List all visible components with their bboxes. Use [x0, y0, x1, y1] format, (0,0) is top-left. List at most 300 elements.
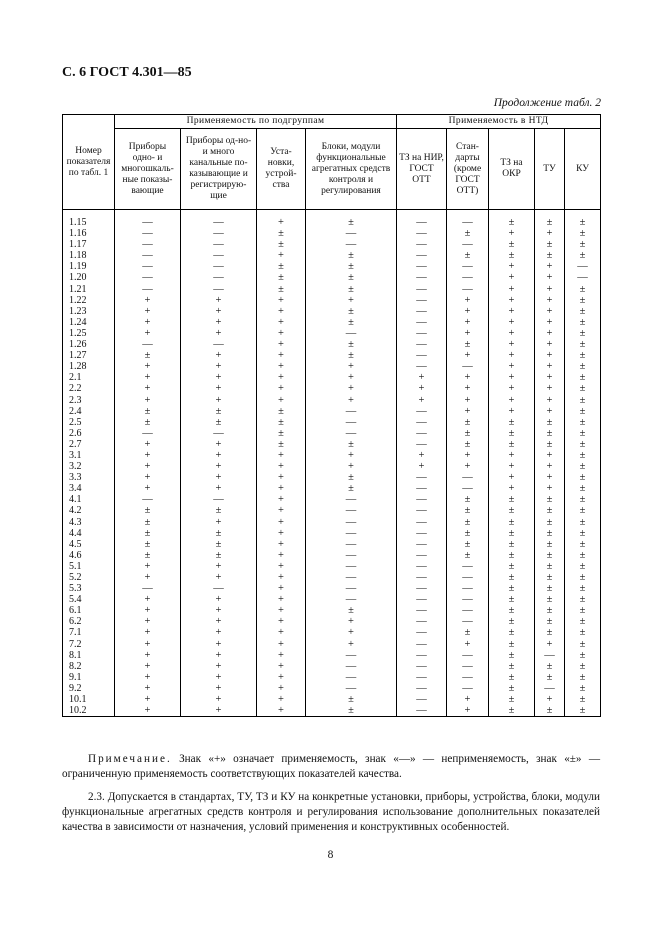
- applicability-cell: +: [257, 395, 306, 406]
- applicability-cell: +: [257, 561, 306, 572]
- applicability-cell: ±: [565, 483, 601, 494]
- applicability-cell: ±: [565, 661, 601, 672]
- applicability-cell: +: [535, 295, 565, 306]
- applicability-cell: +: [535, 361, 565, 372]
- applicability-cell: ±: [447, 428, 489, 439]
- applicability-cell: ±: [181, 528, 257, 539]
- applicability-cell: —: [397, 528, 447, 539]
- table-row: [63, 494, 601, 505]
- applicability-cell: +: [257, 210, 306, 229]
- applicability-cell: —: [397, 272, 447, 283]
- applicability-cell: +: [535, 306, 565, 317]
- applicability-cell: +: [181, 572, 257, 583]
- applicability-cell: —: [397, 428, 447, 439]
- table-row: [63, 694, 601, 705]
- applicability-cell: +: [257, 339, 306, 350]
- applicability-cell: ±: [306, 261, 397, 272]
- applicability-cell: ±: [535, 661, 565, 672]
- applicability-cell: —: [447, 672, 489, 683]
- applicability-cell: ±: [447, 250, 489, 261]
- applicability-cell: +: [257, 605, 306, 616]
- applicability-cell: +: [489, 228, 535, 239]
- applicability-cell: ±: [565, 705, 601, 717]
- applicability-cell: +: [535, 406, 565, 417]
- applicability-cell: ±: [565, 505, 601, 516]
- table-row: [63, 339, 601, 350]
- applicability-cell: ±: [535, 605, 565, 616]
- applicability-cell: —: [306, 517, 397, 528]
- row-number-cell: 4.6: [63, 550, 115, 561]
- table-row: [63, 572, 601, 583]
- applicability-cell: +: [447, 383, 489, 394]
- applicability-cell: —: [447, 661, 489, 672]
- page-number: 8: [327, 849, 334, 861]
- applicability-cell: +: [489, 372, 535, 383]
- applicability-cell: ±: [565, 605, 601, 616]
- applicability-cell: —: [447, 616, 489, 627]
- applicability-cell: +: [489, 306, 535, 317]
- col-header-tu: ТУ: [535, 129, 565, 210]
- row-number-cell: 10.2: [63, 705, 115, 717]
- row-number-cell: 4.4: [63, 528, 115, 539]
- applicability-cell: ±: [447, 550, 489, 561]
- applicability-cell: —: [397, 683, 447, 694]
- applicability-cell: +: [535, 450, 565, 461]
- applicability-cell: ±: [535, 616, 565, 627]
- applicability-cell: +: [306, 395, 397, 406]
- applicability-cell: +: [397, 383, 447, 394]
- applicability-cell: +: [115, 395, 181, 406]
- applicability-cell: +: [489, 361, 535, 372]
- table-row: [63, 306, 601, 317]
- row-number-cell: 3.1: [63, 450, 115, 461]
- table-row: [63, 683, 601, 694]
- table-row: [63, 250, 601, 261]
- table-row: [63, 472, 601, 483]
- row-number-cell: 5.2: [63, 572, 115, 583]
- applicability-cell: ±: [535, 210, 565, 229]
- applicability-cell: ±: [535, 550, 565, 561]
- applicability-cell: ±: [565, 616, 601, 627]
- applicability-cell: ±: [565, 284, 601, 295]
- applicability-cell: +: [115, 650, 181, 661]
- applicability-cell: —: [397, 250, 447, 261]
- table-row: [63, 350, 601, 361]
- applicability-cell: —: [306, 539, 397, 550]
- applicability-cell: +: [489, 483, 535, 494]
- applicability-cell: ±: [565, 339, 601, 350]
- applicability-cell: +: [181, 361, 257, 372]
- applicability-cell: —: [397, 550, 447, 561]
- applicability-cell: +: [181, 328, 257, 339]
- applicability-cell: ±: [535, 417, 565, 428]
- applicability-cell: +: [181, 594, 257, 605]
- applicability-cell: ±: [489, 539, 535, 550]
- applicability-cell: —: [115, 261, 181, 272]
- applicability-cell: +: [257, 505, 306, 516]
- applicability-cell: ±: [565, 228, 601, 239]
- applicability-cell: ±: [565, 472, 601, 483]
- applicability-cell: —: [565, 272, 601, 283]
- applicability-cell: +: [447, 328, 489, 339]
- applicability-cell: +: [257, 250, 306, 261]
- table-row: [63, 627, 601, 638]
- applicability-cell: +: [397, 372, 447, 383]
- applicability-cell: +: [257, 483, 306, 494]
- applicability-cell: +: [306, 295, 397, 306]
- applicability-cell: —: [115, 339, 181, 350]
- applicability-cell: —: [115, 250, 181, 261]
- applicability-cell: ±: [489, 250, 535, 261]
- applicability-cell: +: [257, 295, 306, 306]
- applicability-cell: ±: [565, 550, 601, 561]
- applicability-cell: ±: [565, 627, 601, 638]
- row-number-cell: 1.24: [63, 317, 115, 328]
- applicability-cell: ±: [489, 705, 535, 717]
- applicability-cell: ±: [489, 605, 535, 616]
- applicability-cell: +: [257, 705, 306, 717]
- applicability-cell: —: [397, 494, 447, 505]
- applicability-cell: +: [115, 461, 181, 472]
- table-row: [63, 439, 601, 450]
- row-number-cell: 8.1: [63, 650, 115, 661]
- applicability-cell: —: [447, 594, 489, 605]
- table-row: [63, 517, 601, 528]
- applicability-cell: —: [181, 583, 257, 594]
- applicability-cell: ±: [489, 694, 535, 705]
- applicability-cell: —: [115, 583, 181, 594]
- applicability-cell: +: [257, 550, 306, 561]
- applicability-cell: ±: [535, 705, 565, 717]
- row-number-cell: 3.4: [63, 483, 115, 494]
- applicability-cell: —: [306, 239, 397, 250]
- applicability-cell: +: [181, 627, 257, 638]
- applicability-cell: ±: [447, 505, 489, 516]
- applicability-cell: ±: [489, 517, 535, 528]
- applicability-cell: +: [447, 461, 489, 472]
- applicability-cell: +: [447, 295, 489, 306]
- note-text: Знак «+» означает применяемость, знак «—» — неприменяемость, знак «±» — ограниченную применяемость соответствующих показателей качества.: [62, 753, 601, 780]
- applicability-cell: +: [535, 328, 565, 339]
- applicability-cell: +: [397, 450, 447, 461]
- applicability-cell: ±: [489, 439, 535, 450]
- applicability-cell: —: [181, 228, 257, 239]
- group-header-ntd: Применяемость в НТД: [397, 115, 601, 129]
- applicability-cell: +: [115, 450, 181, 461]
- applicability-cell: +: [447, 705, 489, 717]
- applicability-cell: ±: [489, 639, 535, 650]
- applicability-cell: —: [397, 284, 447, 295]
- table-row: [63, 372, 601, 383]
- table-row: [63, 705, 601, 717]
- applicability-cell: ±: [489, 528, 535, 539]
- applicability-cell: —: [397, 317, 447, 328]
- applicability-cell: —: [397, 539, 447, 550]
- row-number-cell: 2.4: [63, 406, 115, 417]
- applicability-cell: —: [306, 428, 397, 439]
- applicability-cell: —: [306, 661, 397, 672]
- applicability-cell: —: [397, 583, 447, 594]
- applicability-cell: +: [115, 483, 181, 494]
- applicability-cell: +: [535, 228, 565, 239]
- applicability-cell: +: [115, 672, 181, 683]
- applicability-cell: +: [181, 661, 257, 672]
- table-row: [63, 594, 601, 605]
- applicability-cell: ±: [565, 361, 601, 372]
- applicability-cell: ±: [115, 350, 181, 361]
- applicability-cell: ±: [257, 439, 306, 450]
- applicability-cell: +: [181, 306, 257, 317]
- table-row: [63, 605, 601, 616]
- row-number-cell: 1.25: [63, 328, 115, 339]
- table-row: [63, 417, 601, 428]
- applicability-cell: ±: [535, 672, 565, 683]
- applicability-cell: —: [181, 428, 257, 439]
- applicability-cell: +: [447, 639, 489, 650]
- applicability-cell: —: [447, 483, 489, 494]
- table-row: [63, 672, 601, 683]
- applicability-cell: +: [181, 605, 257, 616]
- applicability-cell: ±: [181, 406, 257, 417]
- table-row: [63, 272, 601, 283]
- applicability-cell: +: [535, 261, 565, 272]
- applicability-cell: +: [181, 395, 257, 406]
- table-row: [63, 317, 601, 328]
- applicability-cell: ±: [535, 428, 565, 439]
- table-row: [63, 450, 601, 461]
- applicability-cell: +: [257, 683, 306, 694]
- applicability-cell: +: [489, 350, 535, 361]
- applicability-cell: ±: [257, 261, 306, 272]
- applicability-cell: —: [397, 350, 447, 361]
- applicability-cell: +: [306, 639, 397, 650]
- applicability-cell: +: [489, 261, 535, 272]
- applicability-cell: ±: [181, 505, 257, 516]
- table-row: [63, 561, 601, 572]
- applicability-cell: —: [447, 472, 489, 483]
- table-row: [63, 328, 601, 339]
- applicability-cell: +: [489, 450, 535, 461]
- applicability-cell: +: [397, 395, 447, 406]
- applicability-cell: ±: [565, 383, 601, 394]
- applicability-cell: +: [257, 672, 306, 683]
- applicability-cell: +: [115, 605, 181, 616]
- applicability-cell: +: [535, 383, 565, 394]
- applicability-cell: +: [535, 694, 565, 705]
- applicability-cell: +: [181, 650, 257, 661]
- applicability-cell: —: [115, 494, 181, 505]
- applicability-cell: ±: [447, 539, 489, 550]
- applicability-cell: —: [115, 210, 181, 229]
- applicability-cell: —: [181, 339, 257, 350]
- applicability-cell: —: [306, 417, 397, 428]
- row-number-cell: 7.2: [63, 639, 115, 650]
- applicability-cell: —: [447, 272, 489, 283]
- applicability-cell: —: [181, 239, 257, 250]
- row-number-cell: 7.1: [63, 627, 115, 638]
- applicability-cell: ±: [489, 550, 535, 561]
- applicability-cell: ±: [535, 239, 565, 250]
- applicability-cell: —: [397, 661, 447, 672]
- applicability-cell: —: [397, 239, 447, 250]
- applicability-cell: +: [257, 583, 306, 594]
- table-row: [63, 239, 601, 250]
- table-note: [62, 752, 600, 782]
- applicability-cell: ±: [565, 639, 601, 650]
- applicability-cell: +: [257, 694, 306, 705]
- applicability-cell: ±: [257, 284, 306, 295]
- applicability-cell: ±: [257, 406, 306, 417]
- row-number-cell: 5.1: [63, 561, 115, 572]
- applicability-cell: +: [535, 483, 565, 494]
- applicability-cell: +: [257, 494, 306, 505]
- applicability-cell: ±: [565, 317, 601, 328]
- applicability-cell: ±: [489, 583, 535, 594]
- table-row: [63, 583, 601, 594]
- table-body: [63, 210, 601, 717]
- row-number-cell: 6.1: [63, 605, 115, 616]
- applicability-cell: +: [257, 517, 306, 528]
- col-header-installations: Уста-новки, устрой-ства: [257, 129, 306, 210]
- applicability-cell: ±: [535, 572, 565, 583]
- applicability-cell: —: [397, 639, 447, 650]
- applicability-cell: +: [257, 616, 306, 627]
- applicability-cell: —: [115, 228, 181, 239]
- row-number-cell: 9.2: [63, 683, 115, 694]
- applicability-cell: ±: [535, 517, 565, 528]
- applicability-cell: +: [181, 317, 257, 328]
- applicability-cell: +: [306, 627, 397, 638]
- applicability-cell: ±: [447, 417, 489, 428]
- applicability-cell: ±: [489, 572, 535, 583]
- note-label: Примечание.: [88, 753, 172, 765]
- applicability-cell: ±: [306, 339, 397, 350]
- applicability-cell: —: [397, 361, 447, 372]
- applicability-cell: —: [397, 261, 447, 272]
- applicability-cell: ±: [565, 295, 601, 306]
- applicability-cell: +: [181, 517, 257, 528]
- applicability-cell: —: [397, 672, 447, 683]
- applicability-cell: +: [181, 439, 257, 450]
- applicability-cell: —: [447, 683, 489, 694]
- applicability-cell: —: [397, 228, 447, 239]
- applicability-cell: +: [489, 295, 535, 306]
- applicability-cell: ±: [181, 539, 257, 550]
- applicability-cell: —: [397, 306, 447, 317]
- applicability-cell: ±: [447, 517, 489, 528]
- applicability-cell: +: [535, 372, 565, 383]
- applicability-cell: —: [397, 328, 447, 339]
- applicability-cell: ±: [535, 494, 565, 505]
- applicability-cell: +: [115, 361, 181, 372]
- table-row: [63, 406, 601, 417]
- applicability-cell: +: [181, 383, 257, 394]
- applicability-cell: —: [306, 550, 397, 561]
- applicability-cell: +: [181, 461, 257, 472]
- applicability-cell: ±: [306, 483, 397, 494]
- applicability-cell: ±: [306, 694, 397, 705]
- applicability-cell: —: [397, 572, 447, 583]
- applicability-cell: ±: [489, 210, 535, 229]
- applicability-cell: +: [257, 650, 306, 661]
- applicability-cell: +: [115, 705, 181, 717]
- row-number-cell: 1.16: [63, 228, 115, 239]
- applicability-cell: —: [397, 616, 447, 627]
- applicability-cell: —: [115, 428, 181, 439]
- applicability-cell: +: [181, 672, 257, 683]
- applicability-cell: +: [257, 450, 306, 461]
- applicability-cell: ±: [115, 550, 181, 561]
- applicability-cell: +: [115, 661, 181, 672]
- row-number-cell: 1.18: [63, 250, 115, 261]
- applicability-cell: +: [257, 627, 306, 638]
- applicability-cell: ±: [565, 650, 601, 661]
- applicability-cell: ±: [306, 705, 397, 717]
- row-number-cell: 1.15: [63, 210, 115, 229]
- applicability-cell: +: [181, 295, 257, 306]
- table-row: [63, 539, 601, 550]
- applicability-cell: ±: [306, 350, 397, 361]
- applicability-cell: +: [447, 406, 489, 417]
- applicability-cell: +: [115, 295, 181, 306]
- applicability-cell: +: [306, 361, 397, 372]
- applicability-cell: —: [397, 561, 447, 572]
- applicability-cell: ±: [447, 228, 489, 239]
- applicability-cell: ±: [306, 272, 397, 283]
- applicability-cell: —: [115, 284, 181, 295]
- applicability-cell: +: [489, 395, 535, 406]
- applicability-cell: +: [115, 639, 181, 650]
- applicability-cell: ±: [257, 428, 306, 439]
- applicability-cell: +: [535, 639, 565, 650]
- applicability-cell: ±: [535, 250, 565, 261]
- row-number-cell: 1.22: [63, 295, 115, 306]
- applicability-cell: ±: [565, 683, 601, 694]
- applicability-cell: ±: [565, 239, 601, 250]
- applicability-cell: +: [257, 594, 306, 605]
- applicability-cell: +: [447, 317, 489, 328]
- applicability-cell: ±: [535, 561, 565, 572]
- applicability-cell: —: [306, 328, 397, 339]
- applicability-cell: —: [447, 605, 489, 616]
- applicability-cell: —: [447, 284, 489, 295]
- applicability-cell: +: [489, 284, 535, 295]
- applicability-cell: ±: [306, 317, 397, 328]
- col-header-tz-okr: ТЗ на ОКР: [489, 129, 535, 210]
- applicability-cell: +: [306, 461, 397, 472]
- applicability-cell: ±: [565, 494, 601, 505]
- applicability-cell: +: [115, 383, 181, 394]
- applicability-cell: ±: [306, 472, 397, 483]
- applicability-cell: +: [489, 461, 535, 472]
- applicability-cell: ±: [447, 528, 489, 539]
- applicability-cell: ±: [306, 284, 397, 295]
- applicability-cell: ±: [306, 439, 397, 450]
- table-row: [63, 261, 601, 272]
- applicability-table: [62, 114, 601, 717]
- applicability-cell: ±: [257, 417, 306, 428]
- row-number-cell: 2.6: [63, 428, 115, 439]
- applicability-cell: —: [447, 561, 489, 572]
- applicability-cell: ±: [447, 439, 489, 450]
- applicability-cell: +: [535, 284, 565, 295]
- applicability-cell: ±: [489, 505, 535, 516]
- applicability-cell: ±: [257, 272, 306, 283]
- applicability-cell: —: [397, 517, 447, 528]
- applicability-cell: +: [115, 683, 181, 694]
- applicability-cell: ±: [306, 306, 397, 317]
- col-header-indicating-devices: Приборы одно- и многошкаль-ные показы-вающие: [115, 129, 181, 210]
